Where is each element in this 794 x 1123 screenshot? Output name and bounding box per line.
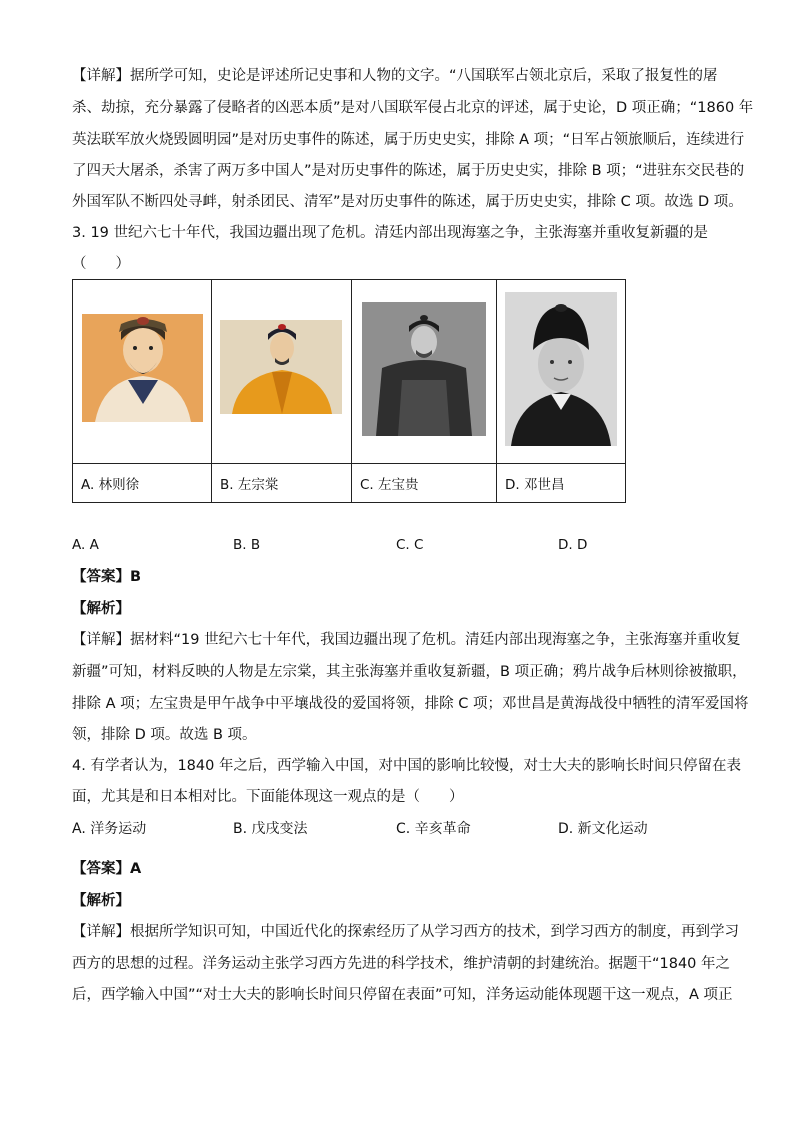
caption-d: D. 邓世昌 <box>497 464 626 503</box>
portrait-deng-shichang <box>497 280 625 459</box>
caption-c: C. 左宝贵 <box>352 464 497 503</box>
q3-analysis-label: 【解析】 <box>72 601 130 617</box>
caption-b: B. 左宗棠 <box>212 464 352 503</box>
portrait-cell-d <box>497 280 626 464</box>
detail-line-5: 外国军队不断四处寻衅，射杀团民、清军”是对历史事件的陈述，属于历史史实，排除 C 项。故选 D 项。 <box>72 194 743 210</box>
q4-detail-line-3: 后，西学输入中国”“对士大夫的影响长时间只停留在表面”可知，洋务运动能体现题干这一观点，A 项正 <box>72 987 733 1003</box>
portrait-zuo-zongtang <box>212 280 351 459</box>
q4-option-d: D. 新文化运动 <box>558 821 648 837</box>
q3-option-c: C. C <box>396 537 424 553</box>
q3-option-a: A. A <box>72 537 99 553</box>
q4-option-c: C. 辛亥革命 <box>396 821 471 837</box>
q4-detail-line-2: 西方的思想的过程。洋务运动主张学习西方先进的科学技术，维护清朝的封建统治。据题干“1840 年之 <box>72 956 731 972</box>
q3-answer: 【答案】B <box>72 569 142 585</box>
detail-line-3: 英法联军放火烧毁圆明园”是对历史事件的陈述，属于历史史实，排除 A 项；“日军占领旅顺后，连续进行 <box>72 132 745 148</box>
caption-a: A. 林则徐 <box>73 464 212 503</box>
question-4-stem-1: 4. 有学者认为，1840 年之后，西学输入中国，对中国的影响比较慢，对士大夫的影响长时间只停留在表 <box>72 758 741 774</box>
q3-detail-line-3: 排除 A 项；左宝贵是甲午战争中平壤战役的爱国将领，排除 C 项；邓世昌是黄海战役中牺牲的清军爱国将 <box>72 696 749 712</box>
q4-option-a: A. 洋务运动 <box>72 821 147 837</box>
detail-line-1: 【详解】据所学可知，史论是评述所记史事和人物的文字。“八国联军占领北京后，采取了报复性的屠 <box>72 68 718 84</box>
question-3-stem: 3. 19 世纪六七十年代，我国边疆出现了危机。清廷内部出现海塞之争，主张海塞并重收复新疆的是 <box>72 225 708 241</box>
portrait-cell-a <box>73 280 212 464</box>
q3-option-b: B. B <box>233 537 261 553</box>
q3-detail-line-2: 新疆”可知，材料反映的人物是左宗棠，其主张海塞并重收复新疆，B 项正确；鸦片战争后林则徐被撤职， <box>72 664 747 680</box>
q4-answer: 【答案】A <box>72 861 142 877</box>
portrait-cell-b <box>212 280 352 464</box>
portrait-table <box>72 279 626 503</box>
q3-option-d: D. D <box>558 537 588 553</box>
q3-detail-line-1: 【详解】据材料“19 世纪六七十年代，我国边疆出现了危机。清廷内部出现海塞之争，主张海塞并重收复 <box>72 632 741 648</box>
portrait-lin-zexu <box>73 280 211 459</box>
question-4-stem-2: 面，尤其是和日本相对比。下面能体现这一观点的是（ ） <box>72 789 464 805</box>
q4-option-b: B. 戊戌变法 <box>233 821 308 837</box>
question-3-paren: （ ） <box>72 256 130 272</box>
q3-detail-line-4: 领，排除 D 项。故选 B 项。 <box>72 727 257 743</box>
q4-analysis-label: 【解析】 <box>72 893 130 909</box>
detail-line-4: 了四天大屠杀，杀害了两万多中国人”是对历史事件的陈述，属于历史史实，排除 B 项；“进驻东交民巷的 <box>72 163 745 179</box>
portrait-cell-c <box>352 280 497 464</box>
portrait-zuo-baogui <box>352 280 496 459</box>
detail-line-2: 杀、劫掠，充分暴露了侵略者的凶恶本质”是对八国联军侵占北京的评述，属于史论，D 项正确；“1860 年 <box>72 100 754 116</box>
q4-detail-line-1: 【详解】根据所学知识可知，中国近代化的探索经历了从学习西方的技术，到学习西方的制度，再到学习 <box>72 924 739 940</box>
